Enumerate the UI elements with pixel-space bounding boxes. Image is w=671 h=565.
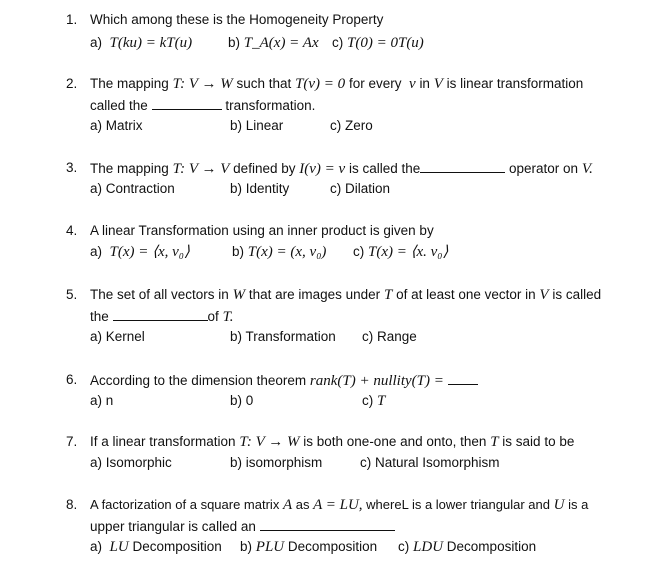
question-text <box>90 372 478 389</box>
question-text <box>90 287 601 303</box>
text-segment: the <box>90 309 109 324</box>
text-segment: Decomposition <box>287 539 378 554</box>
text-segment: T(x) = ⟨x, v₀⟩ <box>109 244 190 260</box>
option-c <box>332 35 424 51</box>
text-segment: is both one-one and onto, then <box>303 434 487 449</box>
answer-blank <box>113 308 208 321</box>
text-segment: V <box>539 287 549 303</box>
question-text <box>90 497 588 513</box>
option-c <box>398 539 536 555</box>
text-segment: V <box>433 76 443 92</box>
text-segment: such that <box>236 76 292 91</box>
text-segment: A <box>282 497 293 513</box>
question-text-cont <box>90 518 395 535</box>
answer-blank <box>152 97 222 110</box>
question-text: Which among these is the Homogeneity Property <box>90 12 384 27</box>
text-segment: is called the <box>348 161 421 176</box>
text-segment: A factorization of a square matrix <box>90 497 280 512</box>
question-text <box>90 434 574 450</box>
text-segment: T: V → W <box>239 434 300 450</box>
text-segment: The mapping <box>90 161 169 176</box>
option-a: a) Kernel <box>90 329 145 344</box>
option-a: a) Matrix <box>90 118 143 133</box>
text-segment: is called <box>552 287 602 302</box>
question-text <box>90 76 583 92</box>
option-a: a) Contraction <box>90 181 175 196</box>
text-segment: b) <box>240 539 253 554</box>
option-b: b) Transformation <box>230 329 336 344</box>
text-segment: Decomposition <box>132 539 222 554</box>
text-segment: T: V → V <box>172 161 230 177</box>
text-segment: is linear transformation <box>446 76 584 91</box>
option-a: a) n <box>90 393 114 408</box>
option-label: c) <box>332 35 344 50</box>
answer-blank <box>260 518 395 531</box>
option-b <box>240 539 377 555</box>
text-segment: LU <box>109 539 129 555</box>
text-segment: b) <box>232 244 245 259</box>
text-segment: is said to be <box>502 434 575 449</box>
text-segment: operator on <box>509 161 579 176</box>
text-segment: U <box>553 497 565 513</box>
text-segment: A = LU, <box>313 497 363 513</box>
text-segment: V. <box>581 161 593 177</box>
option-a: a) Isomorphic <box>90 455 172 470</box>
option-label: b) <box>228 35 241 50</box>
text-segment: a) <box>90 539 103 554</box>
text-segment: Decomposition <box>446 539 537 554</box>
option-c <box>353 244 448 260</box>
text-segment: T <box>383 287 393 303</box>
text-segment: for every <box>348 76 402 91</box>
text-segment: The mapping <box>90 76 169 91</box>
text-segment: T <box>377 393 386 409</box>
option-b <box>232 244 326 260</box>
text-segment: in <box>419 76 430 91</box>
question-text-cont <box>90 97 315 114</box>
option-c <box>362 393 385 409</box>
question-number: 4. <box>66 223 78 238</box>
text-segment: transformation. <box>225 98 316 113</box>
text-segment: c) <box>353 244 365 259</box>
option-math: T_A(x) = Ax <box>243 35 319 51</box>
text-segment: whereL <box>366 497 409 512</box>
text-segment: c) <box>362 393 374 408</box>
text-segment: defined by <box>233 161 296 176</box>
option-math: T(ku) = kT(u) <box>109 35 193 51</box>
text-segment: v <box>409 76 416 92</box>
question-number: 8. <box>66 497 78 512</box>
text-segment: T(x) = (x, v₀) <box>247 244 327 260</box>
text-segment: as <box>295 497 310 512</box>
text-segment: is a <box>568 497 589 512</box>
text-segment: T. <box>222 309 234 325</box>
text-segment: W <box>232 287 246 303</box>
question-number: 1. <box>66 12 78 27</box>
text-segment: The set of all vectors in <box>90 287 229 302</box>
option-a <box>90 244 190 260</box>
text-segment: T(x) = ⟨x. v₀⟩ <box>368 244 449 260</box>
text-segment: of at least one vector in <box>396 287 536 302</box>
answer-blank <box>448 372 478 385</box>
question-number: 2. <box>66 76 78 91</box>
option-math: T(0) = 0T(u) <box>347 35 424 51</box>
text-segment: rank(T) + nullity(T) = <box>309 373 444 389</box>
text-segment: is a lower triangular and <box>411 497 550 512</box>
option-b <box>228 35 319 51</box>
text-segment: that are images under <box>248 287 381 302</box>
option-b: b) isomorphism <box>230 455 323 470</box>
question-text-cont <box>90 308 234 325</box>
text-segment: T <box>490 434 499 450</box>
text-segment: T: V → W <box>172 76 233 92</box>
text-segment: LDU <box>413 539 444 555</box>
text-segment: T(v) = 0 <box>295 76 346 92</box>
option-b: b) Identity <box>230 181 290 196</box>
text-segment: a) <box>90 244 103 259</box>
text-segment: upper triangular is called an <box>90 519 256 534</box>
question-number: 5. <box>66 287 78 302</box>
question-number: 6. <box>66 372 78 387</box>
text-segment: of <box>207 309 219 324</box>
text-segment: c) <box>398 539 410 554</box>
option-label: a) <box>90 35 103 50</box>
text-segment: According to the dimension theorem <box>90 373 307 388</box>
option-b: b) Linear <box>230 118 284 133</box>
text-segment: If a linear transformation <box>90 434 236 449</box>
question-text: A linear Transformation using an inner product is given by <box>90 223 434 238</box>
option-c: c) Zero <box>330 118 373 133</box>
option-c: c) Natural Isomorphism <box>360 455 500 470</box>
question-number: 3. <box>66 160 78 175</box>
question-number: 7. <box>66 434 78 449</box>
option-b: b) 0 <box>230 393 254 408</box>
option-c: c) Dilation <box>330 181 391 196</box>
answer-blank <box>420 160 505 173</box>
option-a <box>90 35 192 51</box>
text-segment: PLU <box>255 539 285 555</box>
text-segment: called the <box>90 98 148 113</box>
option-c: c) Range <box>362 329 417 344</box>
option-a <box>90 539 222 555</box>
text-segment: I(v) = v <box>299 161 346 177</box>
question-text <box>90 160 593 177</box>
